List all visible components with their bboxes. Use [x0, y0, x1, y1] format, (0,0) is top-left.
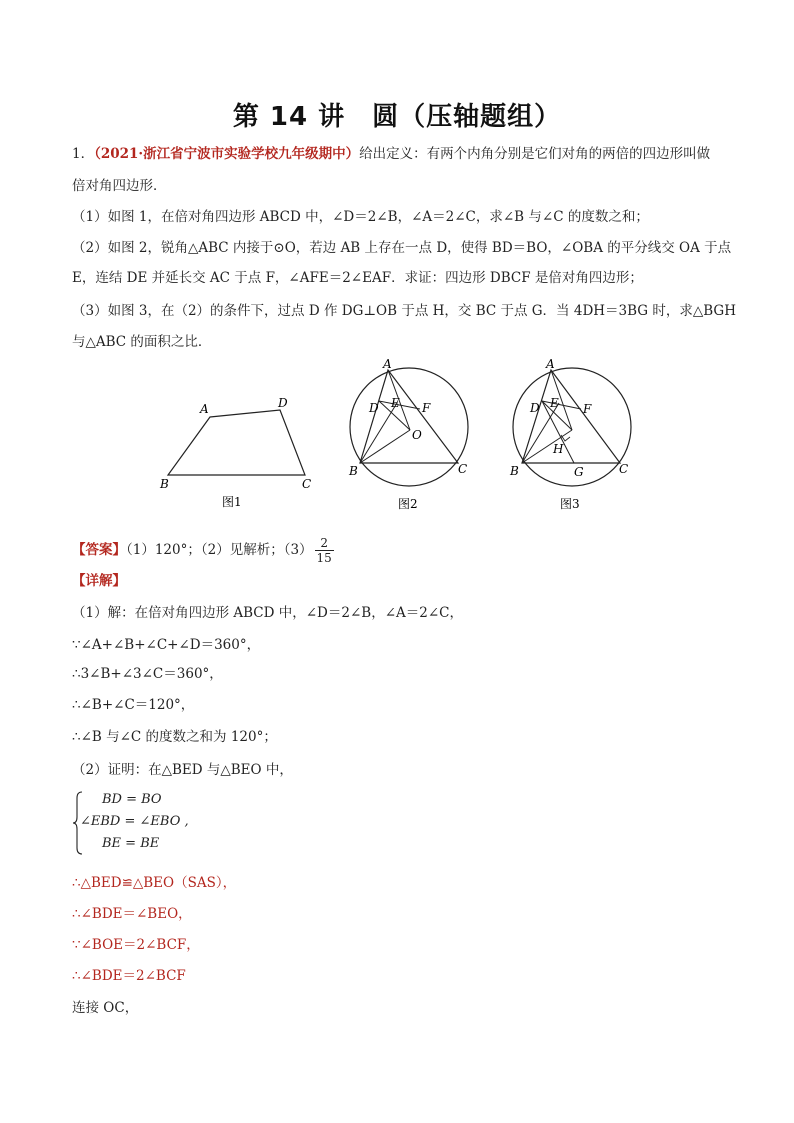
fig2-label-a: A: [383, 357, 392, 371]
fig1-label-c: C: [302, 477, 312, 491]
fig3-label-a: A: [546, 357, 555, 371]
fig2-segment-bo: [360, 430, 410, 463]
answer-fraction-numerator: 2: [315, 536, 334, 551]
problem-number: 1．: [72, 146, 95, 162]
answer-line: [72, 536, 732, 565]
fig3-caption: 图3: [560, 497, 580, 511]
problem-source: （2021·浙江省宁波市实验学校九年级期中）: [94, 146, 360, 162]
fig3-label-c: C: [619, 462, 629, 476]
detail-line-6: （2）证明：在△BED 与△BEO 中，: [72, 762, 293, 778]
fig1-label-b: B: [160, 477, 169, 491]
problem-stem-1: 给出定义：有两个内角分别是它们对角的两倍的四边形叫做: [359, 146, 711, 162]
question-3-line-2: 与△ABC 的面积之比．: [72, 334, 212, 350]
detail-line-3: ∴3∠B+∠3∠C＝360°，: [72, 666, 223, 682]
fig1-label-a: A: [200, 402, 209, 416]
question-2-line-1: （2）如图 2，锐角△ABC 内接于⊙O，若边 AB 上存在一点 D，使得 BD＝BO，∠OBA 的平分线交 OA 于点: [72, 240, 732, 256]
fig2-label-d: D: [369, 401, 379, 415]
detail-line-7: ∴△BED≌△BEO（SAS），: [72, 875, 237, 891]
question-1: （1）如图 1，在倍对角四边形 ABCD 中，∠D＝2∠B，∠A＝2∠C，求∠B 与∠C 的度数之和；: [72, 209, 649, 225]
detail-line-8: ∴∠BDE＝∠BEO，: [72, 906, 192, 922]
figure-2: [348, 357, 468, 511]
problem-line-1: [72, 144, 732, 164]
figure-1: [159, 396, 311, 509]
equation-system: [72, 790, 312, 856]
system-row-1: BD = BO: [102, 792, 162, 807]
problem-line-2: 倍对角四边形．: [72, 178, 167, 194]
fig3-circle: [513, 368, 631, 486]
detail-line-11: 连接 OC，: [72, 1000, 139, 1016]
figures-area: [0, 355, 794, 525]
fig2-label-f: F: [422, 401, 431, 415]
fig3-label-e: E: [550, 396, 559, 410]
fig3-label-d: D: [530, 401, 540, 415]
question-2-line-2: E，连结 DE 并延长交 AC 于点 F，∠AFE＝2∠EAF．求证：四边形 DBCF 是倍对角四边形；: [72, 270, 643, 286]
detail-line-2: ∵∠A+∠B+∠C+∠D＝360°，: [72, 637, 261, 653]
answer-fraction: [315, 536, 334, 565]
detail-line-10: ∴∠BDE＝2∠BCF: [72, 968, 186, 984]
fig2-triangle: [360, 370, 458, 463]
fig2-label-o: O: [412, 428, 422, 442]
figure-3: [509, 357, 631, 511]
fig2-label-c: C: [458, 462, 468, 476]
detail-label: 【详解】: [72, 573, 126, 589]
fig1-label-d: D: [278, 396, 288, 410]
fig2-label-e: E: [391, 396, 400, 410]
fig1-quadrilateral: [168, 410, 305, 475]
fig3-label-b: B: [510, 464, 519, 478]
answer-label: 【答案】: [72, 542, 126, 558]
fig2-caption: 图2: [398, 497, 418, 511]
fig3-label-g: G: [574, 465, 584, 479]
system-row-2: ∠EBD = ∠EBO ,: [80, 814, 189, 829]
fig3-label-h: H: [553, 442, 564, 456]
fig2-label-b: B: [349, 464, 358, 478]
fig3-triangle: [522, 370, 620, 463]
system-row-3: BE = BE: [102, 836, 160, 851]
fig1-caption: 图1: [222, 495, 242, 509]
answer-text: （1）120°；（2）见解析；（3）: [126, 542, 313, 558]
question-3-line-1: （3）如图 3，在（2）的条件下，过点 D 作 DG⊥OB 于点 H，交 BC 于点 G．当 4DH＝3BG 时，求△BGH: [72, 303, 736, 319]
fig3-label-f: F: [583, 402, 592, 416]
detail-line-4: ∴∠B+∠C＝120°，: [72, 697, 195, 713]
detail-line-1: （1）解：在倍对角四边形 ABCD 中，∠D＝2∠B，∠A＝2∠C，: [72, 605, 463, 621]
fig3-segment-bo: [522, 430, 572, 463]
answer-fraction-denominator: 15: [316, 551, 332, 565]
detail-line-5: ∴∠B 与∠C 的度数之和为 120°；: [72, 729, 277, 745]
detail-line-9: ∵∠BOE＝2∠BCF，: [72, 937, 200, 953]
page-title: 第 14 讲 圆（压轴题组）: [232, 102, 562, 132]
